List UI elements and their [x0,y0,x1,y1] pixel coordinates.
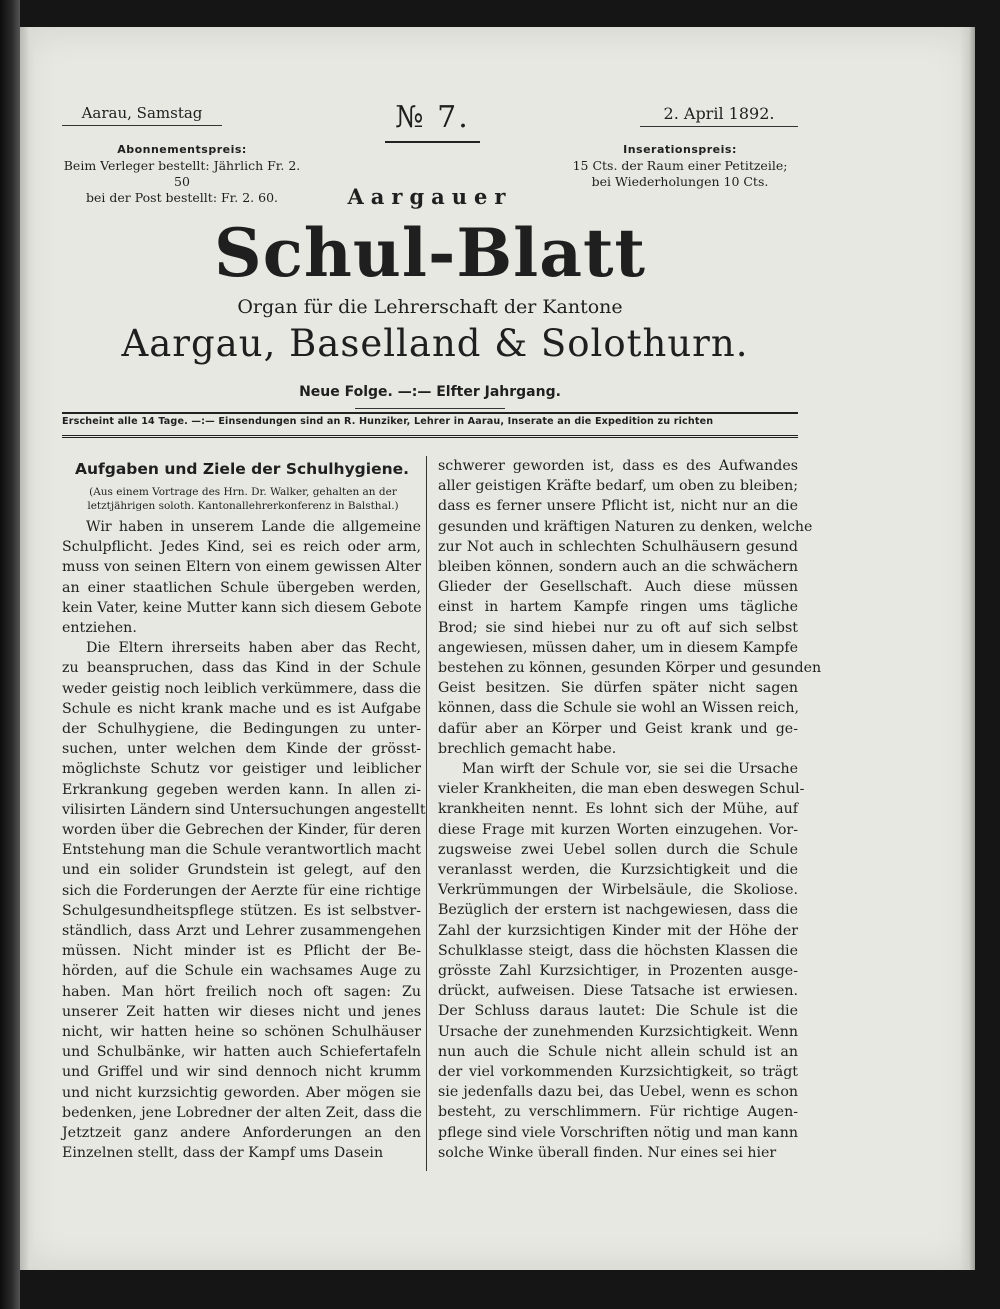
article-text-line: können, dass die Schule sie wohl an Wissen reich, [438,700,799,717]
article-text-line: drückt, aufweisen. Diese Tatsache ist erwiesen. [438,983,798,1000]
divider [62,435,798,438]
article-text-line: und ein solider Grundstein ist gelegt, auf den [62,862,421,879]
article-text-line: Schulklasse steigt, dass die höchsten Klassen die [438,942,798,959]
page-binding-shadow [20,27,34,1270]
article-text-line: zugsweise zwei Uebel sollen durch die Schule [438,841,798,858]
article-text-line: weder geistig noch leiblich verkümmere, dass die [62,680,421,697]
article-text-line: besteht, zu verschlimmern. Für richtige Augen- [438,1104,798,1121]
article-text-line: Einzelnen stellt, dass der Kampf ums Dasein [62,1145,384,1162]
article-text-line: pflege sind viele Vorschriften nötig und man kann [438,1124,798,1141]
article-text-line: solche Winke überall finden. Nur eines sei hier [438,1144,777,1161]
divider [62,412,798,414]
article-source-note: (Aus einem Vortrage des Hrn. Dr. Walker, gehalten an der letztjährigen soloth. Kantonallehrerkonferenz in Balsthal.) [87,486,399,512]
subtitle: Organ für die Lehrerschaft der Kantone [237,296,623,318]
article-text-line: Wir haben in unserem Lande die allgemeine [86,519,421,535]
series-line: Neue Folge. —:— Elfter Jahrgang. [299,384,561,400]
article-text-line: zur Not auch in schlechten Schulhäusern gesund [438,538,798,555]
article-text-line: sie jedenfalls dazu bei, das Uebel, wenn es schon [438,1084,798,1101]
article-text-line: vieler Krankheiten, die man eben deswegen Schul- [438,781,805,798]
article-text-line: aller geistigen Kräfte bedarf, um oben zu bleiben; [438,478,798,495]
scan-background-edge [0,0,20,1309]
article-text-line: ständlich, dass Arzt und Lehrer zusammengehen [62,923,421,939]
article-text-line: bleiben können, sondern auch an die schwächern [438,559,798,575]
article-text-line: Entstehung man die Schule verantwortlich macht [62,842,421,859]
article-text-line: vilisirten Ländern sind Untersuchungen angestellt [62,801,426,818]
article-text-line: bedenken, jene Lobredner der alten Zeit, dass die [62,1104,422,1121]
article-text-line: Zahl der kurzsichtigen Kinder mit der Höhe der [438,922,798,939]
article-text-line: suchen, unter welchen dem Kinde der grösst- [62,741,421,758]
article-text-line: und Griffel und wir sind dennoch nicht krumm [62,1064,421,1081]
article-text-line: muss von seinen Eltern von einem gewissen Alter [62,559,421,576]
article-text-line: und Schulbänke, wir hatten auch Schiefertafeln [62,1044,421,1061]
article-text-line: diese Frage mit kurzen Worten einzugehen. Vor- [438,821,798,838]
article-text-line: hörden, auf die Schule ein wachsames Auge zu [62,963,421,980]
article-text-line: unserer Zeit hatten wir dieses nicht und jenes [62,1003,421,1020]
insertion-price-block [565,142,795,190]
insertion-line: bei Wiederholungen 10 Cts. [591,174,769,189]
insertion-line: 15 Cts. der Raum einer Petitzeile; [572,158,788,173]
divider [355,408,505,409]
article-text-line: Jetztzeit ganz andere Anforderungen an den [62,1125,421,1141]
article-text-line: Die Eltern ihrerseits haben aber das Recht, [86,640,421,657]
insertion-heading: Inserationspreis: [623,143,737,156]
article-text-line: müssen. Nicht minder ist es Pflicht der Be- [62,943,421,960]
article-text-line: gesunden und kräftigen Naturen zu denken, welche [438,518,813,535]
article-text-line: grösste Zahl Kurzsichtiger, in Prozenten ausge- [438,963,798,979]
article-text-line: der viel vorkommenden Kurzsichtigkeit, so trägt [438,1064,798,1080]
article-text-line: Glieder der Gesellschaft. Auch diese müssen [438,579,798,596]
article-text-line: haben. Man hört freilich noch oft sagen: Zu [62,983,421,1000]
article-title: Aufgaben und Ziele der Schulhygiene. [74,460,410,478]
page-right-edge [960,27,975,1270]
subscription-line: bei der Post bestellt: Fr. 2. 60. [86,190,278,205]
article-text-line: nun auch die Schule nicht allein schuld ist an [438,1043,798,1060]
pre-title: Aargauer [347,184,513,209]
subscription-line: Beim Verleger bestellt: Jährlich Fr. 2. 50 [63,158,301,189]
article-text-line: Schule es nicht krank mache und es ist Aufgabe [62,700,421,717]
article-text-line: bestehen zu können, gesunden Körper und gesunden [438,660,822,676]
article-text-line: an einer staatlichen Schule übergeben werden, [62,579,421,596]
article-text-line: einst in hartem Kampfe ringen ums tägliche [438,599,798,616]
article-text-line: Man wirft der Schule vor, sie sei die Ursache [462,761,798,777]
article-text-line: brechlich gemacht habe. [438,740,617,757]
article-text-line: Der Schluss daraus lautet: Die Schule ist die [438,1003,798,1020]
article-text-line: Erkrankung gegeben werden kann. In allen zi- [62,781,421,798]
newspaper-title: Schul-Blatt [214,214,646,292]
article-text-line: dass es ferner unsere Pflicht ist, nicht nur an die [438,498,798,515]
article-text-line: zu beanspruchen, dass das Kind in der Schule [62,660,421,677]
article-text-line: der Schulhygiene, die Bedingungen zu unter- [62,721,421,737]
place-day: Aarau, Samstag [62,104,222,126]
publication-info-line: Erscheint alle 14 Tage. —:— Einsendungen sind an R. Hunziker, Lehrer in Aarau, Inserate an die Expedition zu richten [62,416,714,427]
subscription-price-block [62,142,302,206]
article-text-line: kein Vater, keine Mutter kann sich diesem Gebote [62,599,422,616]
article-text-line: Ursache der zunehmenden Kurzsichtigkeit. Wenn [438,1023,798,1040]
regions-title: Aargau, Baselland & Solothurn. [121,322,749,365]
article-text-line: worden über die Gebrechen der Kinder, für deren [62,822,421,838]
article-text-line: veranlasst werden, die Kurzsichtigkeit und die [438,862,798,878]
article-text-line: Bezüglich der erstern ist nachgewiesen, dass die [438,902,798,919]
article-text-line: Schulgesundheitspflege stützen. Es ist selbstver- [62,902,421,919]
article-text-line: und nicht kurzsichtig geworden. Aber mögen sie [62,1084,421,1101]
article-text-line: Verkrümmungen der Wirbelsäule, die Skoliose. [438,882,798,899]
issue-number: № 7. [385,100,480,143]
article-text-line: sich die Forderungen der Aerzte für eine richtige [62,882,421,899]
article-text-line: krankheiten nennt. Es lohnt sich der Mühe, auf [438,801,798,818]
article-text-line: nicht, wir hatten heine so schönen Schulhäuser [62,1024,421,1040]
article-text-line: Schulpflicht. Jedes Kind, sei es reich oder arm, [62,539,421,556]
issue-date: 2. April 1892. [640,104,798,127]
column-divider [426,456,427,1171]
article-text-line: entziehen. [62,620,137,636]
article-text-line: schwerer geworden ist, dass es des Aufwandes [438,458,798,474]
subscription-heading: Abonnementspreis: [117,143,247,156]
article-text-line: Geist besitzen. Sie dürfen später nicht sagen [438,680,798,697]
article-text-line: angewiesen, müssen daher, um in diesem Kampfe [438,639,798,656]
article-text-line: Brod; sie sind hiebei nur zu oft auf sich selbst [438,619,798,636]
article-text-line: dafür aber an Körper und Geist krank und ge- [438,720,798,737]
article-text-line: möglichste Schutz vor geistiger und leiblicher [62,761,421,778]
